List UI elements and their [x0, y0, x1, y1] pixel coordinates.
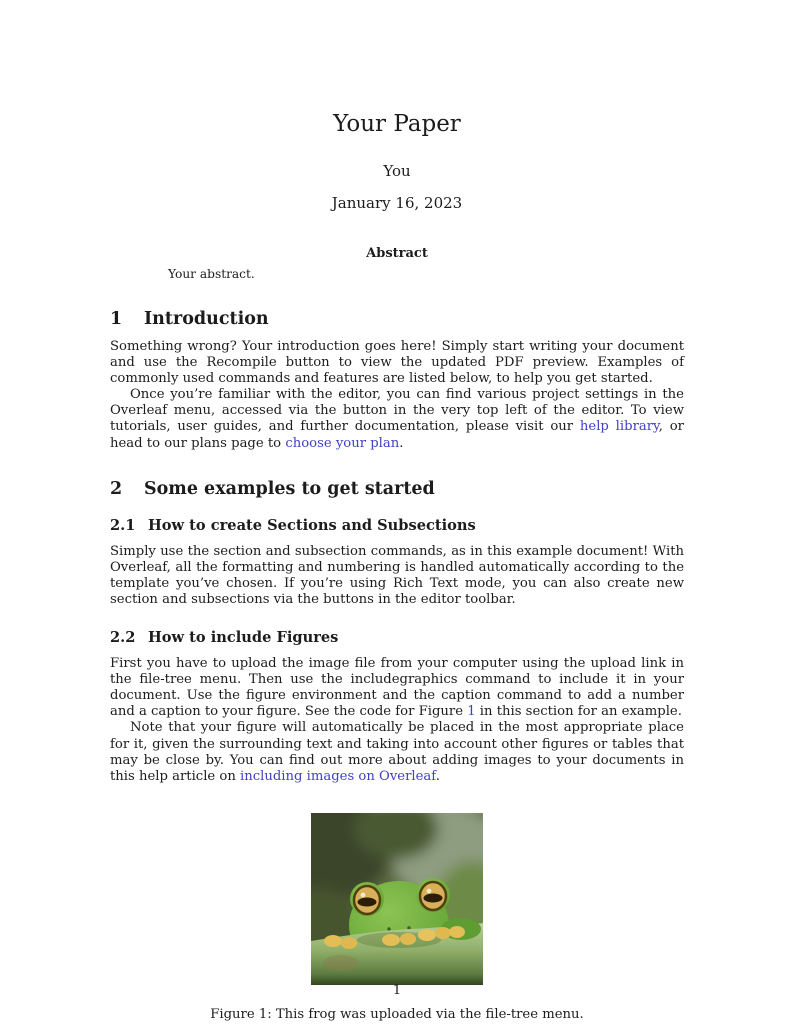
page-number: 1: [392, 983, 402, 998]
page-content: [110, 0, 684, 1022]
section-2-1-heading: [110, 516, 684, 535]
sec22-p2-text-1: Note that your figure will automatically be placed in the most appropriate place for it, given the surrounding text and taking into account other figures or tables that may be close by. You can find out more about adding images to your documents in this help article on: [110, 720, 684, 784]
section-1-heading: [110, 308, 684, 330]
frog-photo-svg: [311, 813, 483, 985]
intro-p2-text-2: , or head to our plans page to: [110, 419, 684, 451]
section-2-2-paragraph-1: [110, 656, 684, 720]
section-2-title: Some examples to get started: [144, 478, 435, 499]
title-block: [110, 0, 684, 212]
section-2-2-title: How to include Figures: [148, 629, 339, 647]
intro-p2-text-1: Once you’re familiar with the editor, you can find various project settings in the Overleaf menu, accessed via the button in the very top left of the editor. To view tutorials, user guides, and further documentation, please visit our: [110, 387, 684, 435]
intro-paragraph-2: [110, 387, 684, 451]
help-library-link[interactable]: help library: [579, 419, 659, 435]
section-2-2-number: 2.2: [110, 629, 136, 647]
abstract-body: Your abstract.: [168, 267, 255, 281]
including-images-on-overleaf-link[interactable]: including images on Overleaf: [240, 768, 436, 784]
section-2-1-paragraph: Simply use the section and subsection commands, as in this example document! With Overleaf, all the formatting and numbering is handled automatically according to the template you’ve chosen. If you’re using Rich Text mode, you can also create new section and subsections via the buttons in the editor toolbar.: [110, 543, 684, 607]
sec22-p2-text-2: .: [435, 768, 440, 784]
section-2-number: 2: [110, 478, 123, 499]
paper-date: January 16, 2023: [331, 194, 463, 212]
section-2-1-number: 2.1: [110, 516, 136, 534]
section-1-title: Introduction: [144, 309, 269, 329]
intro-paragraph-1: Something wrong? Your introduction goes here! Simply start writing your document and use the Recompile button to view the updated PDF preview. Examples of commonly used commands and features are listed below, to help you get started.: [110, 339, 684, 387]
paper-title: Your Paper: [333, 111, 461, 137]
sec22-p1-text-1: First you have to upload the image file from your computer using the upload link in the file-tree menu. Then use the includegraphics command to include it in your document. Use the figure environment and the caption command to add a number and a caption to your figure. See the code for Figure: [110, 656, 684, 720]
sec22-p1-text-2: in this section for an example.: [475, 704, 682, 720]
figure-1-caption: Figure 1: This frog was uploaded via the file-tree menu.: [210, 1006, 584, 1022]
section-1-number: 1: [110, 309, 123, 329]
intro-p2-text-3: .: [399, 435, 404, 451]
section-2-2-paragraph-2: [110, 720, 684, 784]
frog-photo-image: [311, 813, 483, 985]
abstract-heading: Abstract: [366, 246, 428, 261]
section-2-1-title: How to create Sections and Subsections: [148, 516, 476, 534]
figure-1-reference-link[interactable]: 1: [467, 704, 476, 720]
choose-your-plan-link[interactable]: choose your plan: [285, 435, 400, 451]
section-2-heading: [110, 478, 684, 500]
section-2-2-heading: [110, 628, 684, 647]
paper-author: You: [383, 162, 411, 180]
